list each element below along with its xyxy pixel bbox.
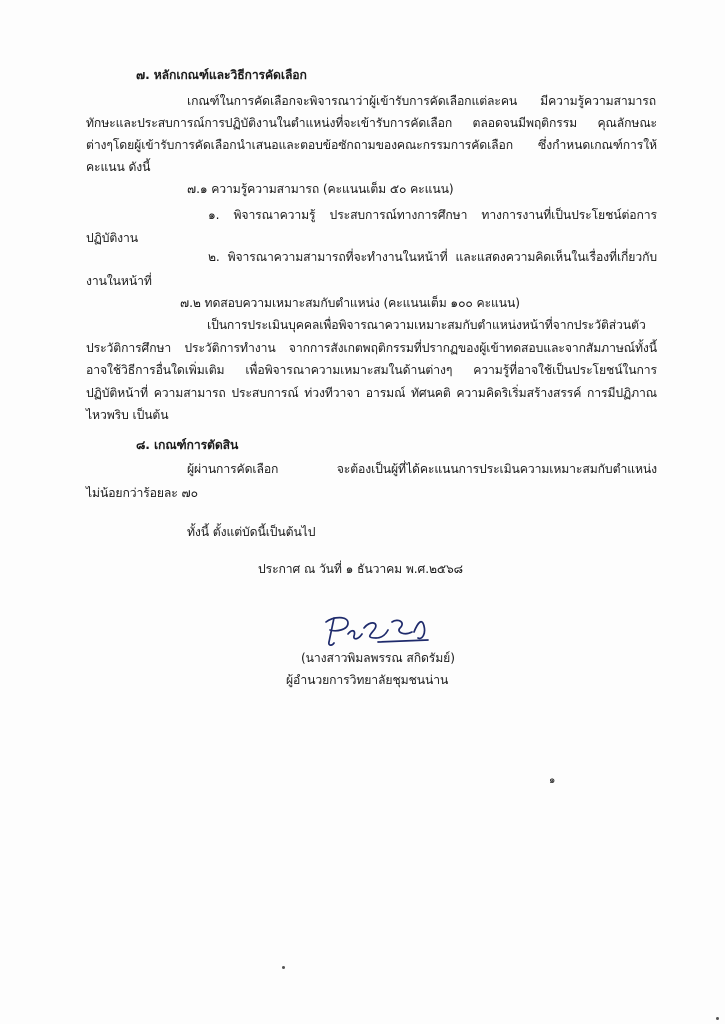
signer-name: (นางสาวพิมลพรรณ สกิดรัมย์) [301, 651, 455, 665]
section-7-heading: ๗. หลักเกณฑ์และวิธีการคัดเลือก [136, 68, 307, 82]
subsection-7-2-heading: ๗.๒ ทดสอบความเหมาะสมกับตำแหน่ง (คะแนนเต็ม ๑๐๐ คะแนน) [180, 296, 520, 310]
section-7-intro-line-4: คะแนน ดังนี้ [86, 160, 151, 174]
section-7-intro-line-3: ต่างๆโดยผู้เข้ารับการคัดเลือกนำเสนอและตอบข้อซักถามของคณะกรรมการคัดเลือก ซึ่งกำหนดเกณฑ์การให้ [86, 138, 657, 152]
closing-statement: ทั้งนี้ ตั้งแต่บัดนี้เป็นต้นไป [187, 525, 316, 539]
subsection-7-1-item-2-line-2: งานในหน้าที่ [86, 274, 152, 288]
section-8-body-line-2: ไม่น้อยกว่าร้อยละ ๗๐ [86, 486, 198, 500]
subsection-7-2-body-line-2: ประวัติการศึกษา ประวัติการทำงาน จากการสังเกตพฤติกรรมที่ปรากฏของผู้เข้าทดสอบและจากสัมภาษณ์ทั้งนี้ [86, 341, 657, 355]
page-number: ๑ [549, 775, 556, 786]
section-8-body-line-1: ผู้ผ่านการคัดเลือก จะต้องเป็นผู้ที่ได้คะแนนการประเมินความเหมาะสมกับตำแหน่ง [187, 462, 657, 476]
subsection-7-2-body-line-1: เป็นการประเมินบุคคลเพื่อพิจารณาความเหมาะสมกับตำแหน่งหน้าที่จากประวัติส่วนตัว [207, 318, 646, 332]
subsection-7-2-body-line-3: อาจใช้วิธีการอื่นใดเพิ่มเติม เพื่อพิจารณาความเหมาะสมในด้านต่างๆ ความรู้ที่อาจใช้เป็นประโยชน์ในการ [86, 363, 657, 377]
section-7-intro-line-2: ทักษะและประสบการณ์การปฏิบัติงานในตำแหน่งที่จะเข้ารับการคัดเลือก ตลอดจนมีพฤติกรรม คุณลักษณะ [86, 116, 657, 130]
signature-image [318, 608, 438, 652]
subsection-7-1-item-1-line-2: ปฏิบัติงาน [86, 231, 138, 245]
subsection-7-2-body-line-4: ปฏิบัติหน้าที่ ความสามารถ ประสบการณ์ ท่วงทีวาจา อารมณ์ ทัศนคติ ความคิดริเริ่มสร้างสรรค์ การมีปฏิภาณ [86, 386, 657, 400]
signer-position: ผู้อำนวยการวิทยาลัยชุมชนน่าน [286, 673, 449, 687]
subsection-7-1-item-2-line-1: ๒. พิจารณาความสามารถที่จะทำงานในหน้าที่ และแสดงความคิดเห็นในเรื่องที่เกี่ยวกับ [208, 250, 657, 264]
scan-speck [716, 1017, 719, 1020]
announcement-date: ประกาศ ณ วันที่ ๑ ธันวาคม พ.ศ.๒๕๖๘ [258, 562, 463, 576]
subsection-7-1-item-1-line-1: ๑. พิจารณาความรู้ ประสบการณ์ทางการศึกษา ทางการงานที่เป็นประโยชน์ต่อการ [208, 208, 657, 222]
subsection-7-2-body-line-5: ไหวพริบ เป็นต้น [86, 408, 169, 422]
section-7-intro-line-1: เกณฑ์ในการคัดเลือกจะพิจารณาว่าผู้เข้ารับการคัดเลือกแต่ละคน มีความรู้ความสามารถ [187, 94, 656, 108]
section-8-heading: ๘. เกณฑ์การตัดสิน [136, 438, 239, 452]
subsection-7-1-heading: ๗.๑ ความรู้ความสามารถ (คะแนนเต็ม ๕๐ คะแนน) [187, 182, 454, 196]
scan-speck [282, 966, 285, 969]
